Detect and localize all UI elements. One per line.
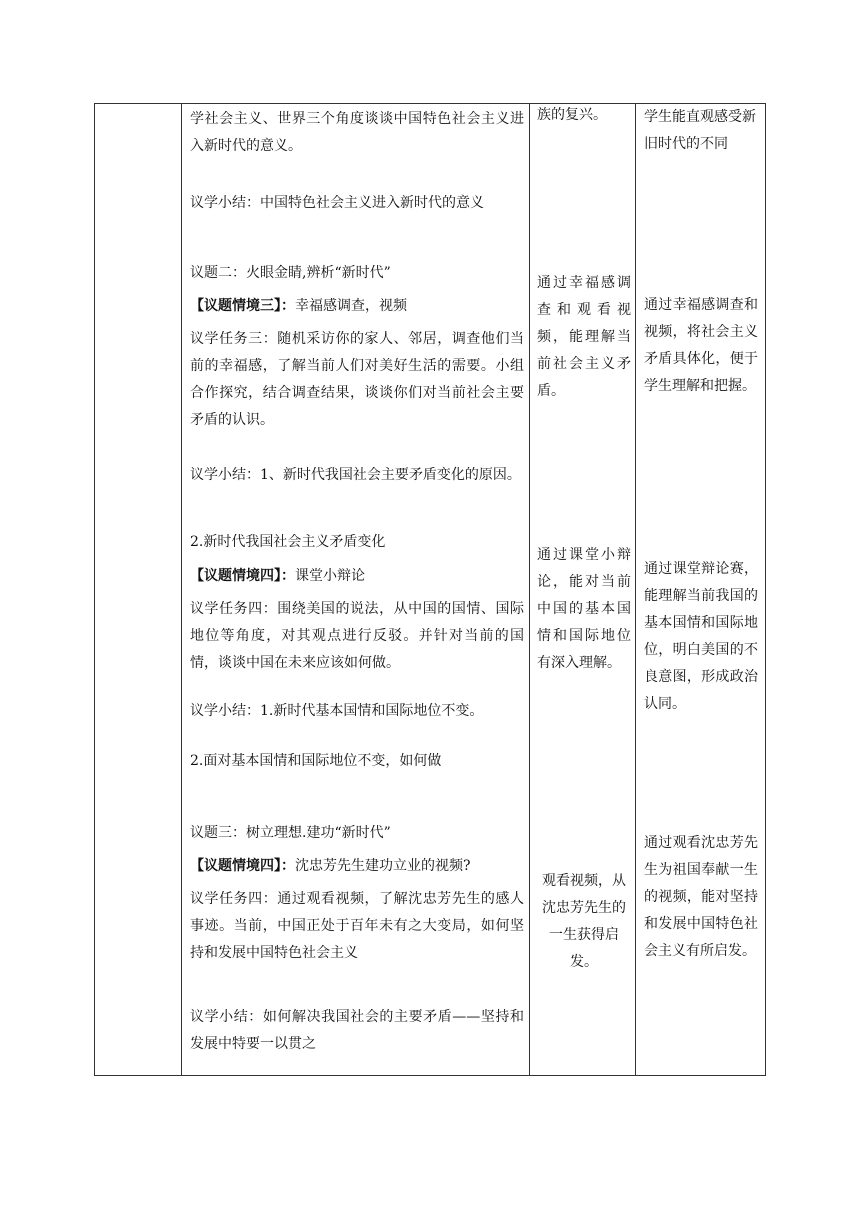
scenario-text: 幸福感调查，视频 bbox=[295, 298, 407, 314]
intent-text: 通过观看沈忠芳先生为祖国奉献一生的视频，能对坚持和发展中国特色社会主义有所启发。 bbox=[644, 835, 758, 959]
activity-task: 议学任务三：随机采访你的家人、邻居，调查他们当前的幸福感，了解当前人们对美好生活的需要。小组合作探究，结合调查结果，谈谈你们对当前社会主要矛盾的认识。 bbox=[190, 331, 524, 428]
scenario-label: 【议题情境四】： bbox=[190, 568, 295, 584]
activity-task: 议学任务四：通过观看视频，了解沈忠芳先生的感人事迹。当前，中国正处于百年未有之大变局，如何坚持和发展中国特色社会主义 bbox=[190, 891, 524, 961]
activity-task: 议学任务四：围绕美国的说法，从中国的国情、国际地位等角度，对其观点进行反驳。并针对当前的国情，谈谈中国在未来应该如何做。 bbox=[190, 601, 524, 671]
scenario-text: 课堂小辩论 bbox=[295, 568, 365, 584]
stage-column bbox=[95, 104, 181, 1075]
scenario-line bbox=[190, 563, 524, 590]
topic-heading: 议题二：火眼金睛,辨析“新时代” bbox=[190, 265, 391, 281]
scenario-label: 【议题情境四】： bbox=[190, 858, 295, 874]
student-text: 族的复兴。 bbox=[537, 107, 607, 123]
student-text: 通过课堂小辩论，能对当前中国的基本国情和国际地位有深入理解。 bbox=[537, 547, 631, 671]
topic-heading: 议题三：树立理想.建功“新时代” bbox=[190, 825, 391, 841]
student-column bbox=[530, 104, 636, 1075]
intent-column bbox=[636, 104, 766, 1075]
activity-summary: 议学小结：如何解决我国社会的主要矛盾——坚持和发展中特要一以贯之 bbox=[190, 1009, 524, 1052]
lesson-plan-table bbox=[94, 103, 766, 1076]
student-text: 观看视频，从沈忠芳先生的一生获得启发。 bbox=[542, 873, 626, 970]
scenario-line bbox=[190, 293, 524, 320]
activity-text: 2.新时代我国社会主义矛盾变化 bbox=[190, 534, 386, 550]
intent-text: 学生能直观感受新旧时代的不同 bbox=[644, 109, 756, 152]
activity-summary: 议学小结：1.新时代基本国情和国际地位不变。 bbox=[190, 703, 484, 719]
scenario-text: 沈忠芳先生建功立业的视频? bbox=[295, 858, 471, 874]
activity-text: 学社会主义、世界三个角度谈谈中国特色社会主义进入新时代的意义。 bbox=[190, 111, 524, 154]
activity-summary: 议学小结：中国特色社会主义进入新时代的意义 bbox=[190, 195, 484, 211]
scenario-line bbox=[190, 853, 524, 880]
scenario-label: 【议题情境三】： bbox=[190, 298, 295, 314]
intent-text: 通过幸福感调查和视频，将社会主义矛盾具体化，便于学生理解和把握。 bbox=[644, 297, 758, 394]
activity-column bbox=[182, 104, 530, 1075]
activity-text: 2.面对基本国情和国际地位不变，如何做 bbox=[190, 753, 442, 769]
activity-summary: 议学小结：1、新时代我国社会主要矛盾变化的原因。 bbox=[190, 467, 521, 483]
student-text: 通过幸福感调查和观看视频，能理解当前社会主义矛盾。 bbox=[537, 275, 631, 399]
intent-text: 通过课堂辩论赛，能理解当前我国的基本国情和国际地位，明白美国的不良意图，形成政治认同。 bbox=[644, 561, 758, 712]
